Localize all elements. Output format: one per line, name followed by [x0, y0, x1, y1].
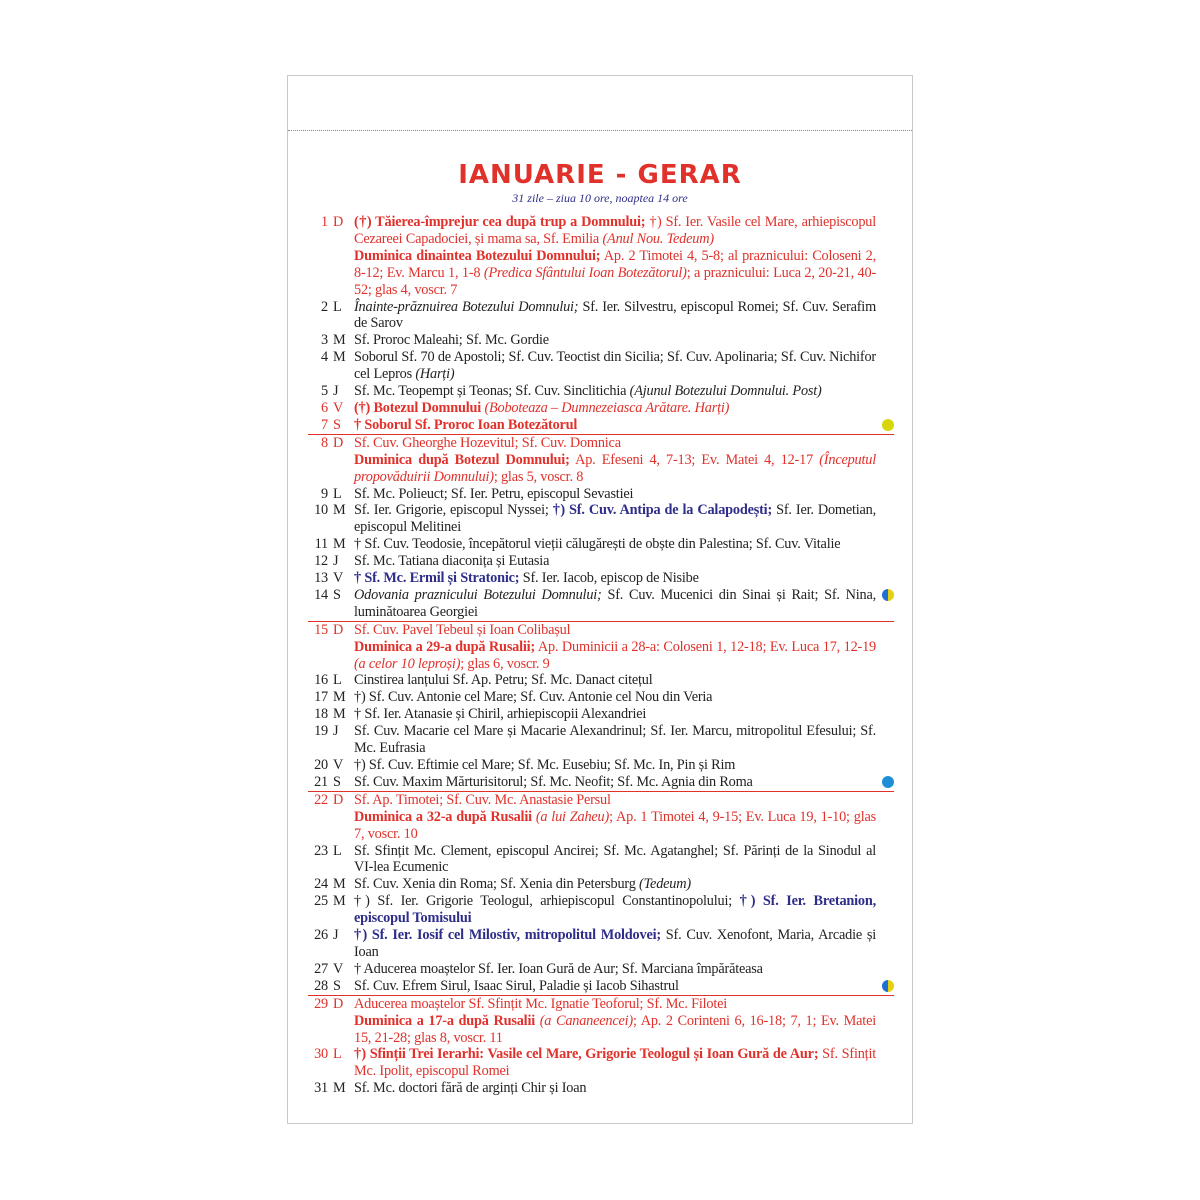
feast-highlight: †) Sf. Ier. Bretanion, episcopul Tomisului — [354, 893, 877, 927]
day-row — [308, 553, 894, 570]
day-entry — [354, 570, 876, 587]
text-segment: Sf. Mc. doctori fără de arginți Chir și Ioan — [354, 1080, 587, 1097]
day-row — [308, 672, 894, 689]
day-of-week: J — [333, 383, 339, 400]
day-of-week: S — [333, 773, 341, 790]
text-segment: (Începutul propovăduirii Domnului) — [354, 451, 877, 485]
text-segment: †) Sfinții Trei Ierarhi: Vasile cel Mare, Grigorie Teologul și Ioan Gură de Aur; — [354, 1046, 819, 1063]
text-segment: Sf. Proroc Maleahi; Sf. Mc. Gordie — [354, 332, 549, 349]
day-of-week: D — [333, 995, 344, 1012]
text-segment: Sf. Cuv. Mucenici din Sinai și Rait; Sf. Nina, luminătoarea Georgiei — [354, 586, 876, 620]
day-entry — [354, 843, 876, 877]
day-row — [308, 996, 894, 1047]
day-of-week: D — [333, 791, 344, 808]
text-segment: Sf. Cuv. Xenia din Roma; Sf. Xenia din Petersburg — [354, 876, 640, 893]
day-row — [308, 1046, 894, 1080]
text-segment: Soborul Sf. 70 de Apostoli; Sf. Cuv. Teoctist din Sicilia; Sf. Cuv. Apolinaria; Sf. Cuv. Nichifor cel Lepros — [354, 349, 876, 383]
day-number: 18 — [314, 706, 328, 723]
moon-phase-icon — [882, 589, 894, 601]
day-of-week: V — [333, 757, 344, 773]
day-entry — [354, 792, 876, 843]
text-segment: Sf. Cuv. Maxim Mărturisitorul; Sf. Mc. Neofit; Sf. Mc. Agnia din Roma — [354, 773, 753, 790]
day-entry — [354, 486, 876, 503]
day-entry — [354, 723, 876, 757]
day-entry — [354, 978, 876, 995]
day-entry — [354, 349, 876, 383]
day-entry — [354, 383, 876, 400]
saints-line — [354, 622, 876, 639]
day-of-week: M — [333, 876, 346, 893]
day-number: 12 — [314, 553, 328, 570]
day-number: 26 — [314, 927, 328, 944]
saints-line — [354, 299, 876, 333]
day-of-week: D — [333, 214, 344, 230]
day-number: 27 — [314, 960, 328, 977]
feast-highlight: † Sf. Mc. Ermil și Stratonic; — [354, 570, 520, 587]
day-row — [308, 435, 894, 486]
day-number: 30 — [314, 1046, 328, 1063]
text-segment: †) Sf. Cuv. Eftimie cel Mare; Sf. Mc. Eusebiu; Sf. Mc. In, Pin și Rim — [354, 757, 736, 773]
text-segment: Sf. Mc. Tatiana diaconița și Eutasia — [354, 553, 550, 570]
text-segment: ; Ap. 1 Timotei 4, 9-15; Ev. Luca 19, 1-10; glas 7, voscr. 10 — [354, 808, 877, 842]
sunday-readings-line — [354, 809, 876, 843]
calendar-page — [287, 75, 913, 1124]
text-segment: Ap. 2 Timotei 4, 5-8; al praznicului: Coloseni 2, 8-12; Ev. Marcu 1, 1-8 — [354, 247, 876, 281]
day-row — [308, 417, 894, 435]
day-number: 11 — [314, 536, 328, 553]
day-row — [308, 1080, 894, 1097]
day-of-week: M — [333, 536, 346, 553]
text-segment: (a Cananeencei) — [539, 1012, 633, 1029]
saints-line — [354, 214, 876, 248]
perforation-line — [288, 130, 912, 131]
day-of-week: S — [333, 416, 341, 433]
day-entry — [354, 1080, 876, 1097]
day-number: 9 — [321, 485, 328, 502]
text-segment: Sf. Cuv. Xenofont, Maria, Arcadie și Ioan — [354, 927, 876, 960]
day-row — [308, 400, 894, 417]
text-segment: Sf. Cuv. Gheorghe Hozevitul; Sf. Cuv. Domnica — [354, 434, 621, 451]
day-number: 17 — [314, 689, 328, 706]
feast-highlight: †) Sf. Ier. Iosif cel Milostiv, mitropolitul Moldovei; — [354, 927, 661, 944]
saints-line — [354, 893, 876, 927]
day-row — [308, 587, 894, 622]
text-segment: (Ajunul Botezului Domnului. Post) — [629, 383, 822, 400]
moon-phase-icon — [882, 980, 894, 992]
saints-line — [354, 536, 876, 553]
text-segment: Ap. Efeseni 4, 7-13; Ev. Matei 4, 12-17 — [569, 451, 820, 468]
day-entry — [354, 689, 876, 706]
text-segment: Sf. Cuv. Macarie cel Mare și Macarie Alexandrinul; Sf. Ier. Marcu, mitropolitul Efesului; Sf. Mc. Eufrasia — [354, 723, 876, 757]
day-number: 14 — [314, 586, 328, 603]
moon-phase-icon — [882, 419, 894, 431]
text-segment: Sf. Sfințit Mc. Ipolit, episcopul Romei — [354, 1046, 876, 1080]
day-number: 5 — [321, 383, 328, 400]
day-of-week: M — [333, 349, 346, 366]
saints-line — [354, 383, 876, 400]
month-title: IANUARIE - GERAR — [458, 160, 742, 190]
day-number: 24 — [314, 876, 328, 893]
saints-line — [354, 876, 876, 893]
day-entry — [354, 502, 876, 536]
text-segment: Sf. Mc. Polieuct; Sf. Ier. Petru, episcopul Sevastiei — [354, 485, 634, 502]
text-segment: Sf. Ier. Silvestru, episcopul Romei; Sf. Cuv. Serafim de Sarov — [354, 298, 876, 332]
saints-line — [354, 1080, 876, 1097]
day-number: 22 — [314, 791, 328, 808]
day-number: 20 — [314, 757, 328, 773]
day-row — [308, 383, 894, 400]
saints-line — [354, 553, 876, 570]
day-entry — [354, 435, 876, 486]
day-row — [308, 689, 894, 706]
day-number: 23 — [314, 842, 328, 859]
day-entry — [354, 553, 876, 570]
text-segment: (Anul Nou. Tedeum) — [602, 230, 714, 247]
month-subtitle: 31 zile – ziua 10 ore, noaptea 14 ore — [512, 191, 688, 205]
text-segment: Sf. Ier. Grigorie, episcopul Nyssei; — [354, 502, 553, 519]
saints-line — [354, 927, 876, 961]
day-of-week: M — [333, 1080, 346, 1097]
day-of-week: M — [333, 332, 346, 349]
text-segment: Sf. Ap. Timotei; Sf. Cuv. Mc. Anastasie Persul — [354, 791, 611, 808]
day-of-week: M — [333, 502, 346, 519]
text-segment: Sf. Ier. Dometian, episcopul Melitinei — [354, 502, 876, 536]
day-of-week: J — [333, 553, 339, 570]
day-entry — [354, 417, 876, 434]
text-segment: Duminica după Botezul Domnului; — [354, 451, 570, 468]
day-row — [308, 622, 894, 673]
day-entry — [354, 706, 876, 723]
day-number: 13 — [314, 570, 328, 587]
text-segment: (Harți) — [415, 366, 455, 383]
day-entry — [354, 214, 876, 299]
day-of-week: J — [333, 723, 339, 740]
day-row — [308, 843, 894, 877]
day-of-week: S — [333, 586, 341, 603]
day-row — [308, 349, 894, 383]
text-segment: † Sf. Ier. Atanasie și Chiril, arhiepiscopii Alexandriei — [354, 706, 647, 723]
day-row — [308, 299, 894, 333]
saints-line — [354, 723, 876, 757]
day-of-week: M — [333, 706, 346, 723]
sunday-readings-line — [354, 452, 876, 486]
day-number: 25 — [314, 893, 328, 910]
day-entry — [354, 622, 876, 673]
day-row — [308, 723, 894, 757]
text-segment: †) Sf. Cuv. Antonie cel Mare; Sf. Cuv. Antonie cel Nou din Veria — [354, 689, 713, 706]
text-segment: (a celor 10 leproși) — [354, 655, 461, 672]
day-row — [308, 792, 894, 843]
saints-line — [354, 961, 876, 978]
sunday-readings-line — [354, 248, 876, 299]
text-segment: † Soborul Sf. Proroc Ioan Botezătorul — [354, 416, 578, 433]
saints-line — [354, 792, 876, 809]
saints-line — [354, 757, 876, 774]
day-entry — [354, 961, 876, 978]
day-number: 16 — [314, 672, 328, 689]
day-number: 7 — [321, 416, 328, 433]
day-row — [308, 978, 894, 996]
sunday-readings-line — [354, 639, 876, 673]
saints-line — [354, 435, 876, 452]
text-segment: Odovania praznicului Botezului Domnului; — [354, 586, 602, 603]
day-row — [308, 502, 894, 536]
text-segment: Aducerea moaștelor Sf. Sfințit Mc. Ignatie Teoforul; Sf. Mc. Filotei — [354, 995, 728, 1012]
day-of-week: S — [333, 977, 341, 994]
day-entry — [354, 672, 876, 689]
day-entry — [354, 299, 876, 333]
saints-line — [354, 349, 876, 383]
saints-line — [354, 978, 876, 995]
day-number: 3 — [321, 332, 328, 349]
day-of-week: D — [333, 434, 344, 451]
text-segment: (Boboteaza – Dumnezeiasca Arătare. Harți) — [484, 399, 730, 416]
text-segment: †) Sf. Ier. Vasile cel Mare, arhiepiscopul Cezareei Capadociei, și mama sa, Sf. Emilia — [354, 214, 877, 247]
day-row — [308, 706, 894, 723]
days-list — [308, 214, 894, 1097]
day-number: 6 — [321, 399, 328, 416]
saints-line — [354, 570, 876, 587]
saints-line — [354, 996, 876, 1013]
saints-line — [354, 417, 876, 434]
day-of-week: J — [333, 927, 339, 944]
day-number: 2 — [321, 298, 328, 315]
day-entry — [354, 893, 876, 927]
day-of-week: L — [333, 298, 342, 315]
day-of-week: L — [333, 1046, 342, 1063]
text-segment: (a lui Zaheu) — [535, 808, 610, 825]
day-entry — [354, 1046, 876, 1080]
day-row — [308, 961, 894, 978]
text-segment: ; glas 6, voscr. 9 — [460, 655, 550, 672]
feast-highlight: †) Sf. Cuv. Antipa de la Calapodești; — [552, 502, 773, 519]
text-segment: Cinstirea lanțului Sf. Ap. Petru; Sf. Mc. Danact citețul — [354, 672, 653, 689]
day-entry — [354, 332, 876, 349]
text-segment: Duminica dinaintea Botezului Domnului; — [354, 247, 601, 264]
saints-line — [354, 400, 876, 417]
day-of-week: V — [333, 960, 344, 977]
day-number: 21 — [314, 773, 328, 790]
day-entry — [354, 774, 876, 791]
text-segment: ; glas 5, voscr. 8 — [493, 468, 584, 485]
text-segment: †) Sf. Ier. Grigorie Teologul, arhiepiscopul Constantinopolului; — [354, 893, 740, 910]
moon-phase-icon — [882, 776, 894, 788]
text-segment: Duminica a 32-a după Rusalii — [354, 808, 532, 825]
text-segment: ; Ap. 2 Corinteni 6, 16-18; 7, 1; Ev. Matei 15, 21-28; glas 8, voscr. 11 — [354, 1012, 876, 1046]
text-segment: Duminica a 17-a după Rusalii — [354, 1012, 535, 1029]
text-segment: Sf. Sfințit Mc. Clement, episcopul Ancirei; Sf. Mc. Agatanghel; Sf. Părinți de la Sinodul al VI-lea Ecumenic — [354, 842, 876, 876]
text-segment: † Aducerea moaștelor Sf. Ier. Ioan Gură de Aur; Sf. Marciana împărăteasa — [354, 960, 763, 977]
day-row — [308, 876, 894, 893]
day-entry — [354, 587, 876, 621]
saints-line — [354, 689, 876, 706]
day-entry — [354, 536, 876, 553]
saints-line — [354, 774, 876, 791]
text-segment: Sf. Ier. Iacob, episcop de Nisibe — [519, 570, 699, 587]
day-row — [308, 486, 894, 503]
saints-line — [354, 672, 876, 689]
day-row — [308, 570, 894, 587]
day-entry — [354, 876, 876, 893]
saints-line — [354, 706, 876, 723]
text-segment: Sf. Cuv. Efrem Sirul, Isaac Sirul, Paladie și Iacob Sihastrul — [354, 977, 679, 994]
saints-line — [354, 486, 876, 503]
saints-line — [354, 332, 876, 349]
text-segment: Sf. Cuv. Pavel Tebeul și Ioan Colibașul — [354, 621, 571, 638]
saints-line — [354, 587, 876, 621]
day-number: 29 — [314, 995, 328, 1012]
day-row — [308, 774, 894, 792]
day-of-week: L — [333, 842, 342, 859]
day-number: 19 — [314, 723, 328, 740]
day-number: 1 — [321, 214, 328, 230]
day-entry — [354, 400, 876, 417]
day-row — [308, 214, 894, 299]
day-number: 15 — [314, 621, 328, 638]
text-segment: (†) Botezul Domnului — [354, 399, 482, 416]
day-number: 10 — [314, 502, 328, 519]
day-of-week: D — [333, 621, 344, 638]
saints-line — [354, 843, 876, 877]
day-row — [308, 536, 894, 553]
day-number: 28 — [314, 977, 328, 994]
day-entry — [354, 927, 876, 961]
day-row — [308, 332, 894, 349]
day-row — [308, 927, 894, 961]
day-number: 8 — [321, 434, 328, 451]
day-of-week: L — [333, 672, 342, 689]
text-segment: Duminica a 29-a după Rusalii; — [354, 638, 536, 655]
text-segment: (†) Tăierea-împrejur cea după trup a Domnului; — [354, 214, 646, 230]
day-of-week: M — [333, 689, 346, 706]
text-segment: (Predica Sfântului Ioan Botezătorul) — [483, 264, 687, 281]
saints-line — [354, 502, 876, 536]
day-entry — [354, 757, 876, 774]
day-number: 4 — [321, 349, 328, 366]
day-row — [308, 893, 894, 927]
text-segment: Înainte-prăznuirea Botezului Domnului; — [354, 298, 579, 315]
day-of-week: M — [333, 893, 346, 910]
saints-line — [354, 1046, 876, 1080]
day-number: 31 — [314, 1080, 328, 1097]
text-segment: ; a praznicului: Luca 2, 20-21, 40-52; glas 4, voscr. 7 — [354, 264, 876, 298]
day-row — [308, 757, 894, 774]
day-entry — [354, 996, 876, 1047]
text-segment: † Sf. Cuv. Teodosie, începătorul vieții călugărești de obște din Palestina; Sf. Cuv. Vitalie — [354, 536, 841, 553]
text-segment: (Tedeum) — [639, 876, 691, 893]
sunday-readings-line — [354, 1013, 876, 1047]
day-of-week: L — [333, 485, 342, 502]
text-segment: Ap. Duminicii a 28-a: Coloseni 1, 12-18; Ev. Luca 17, 12-19 — [535, 638, 876, 655]
text-segment: Sf. Mc. Teopempt și Teonas; Sf. Cuv. Sinclitichia — [354, 383, 630, 400]
day-of-week: V — [333, 399, 344, 416]
day-of-week: V — [333, 570, 344, 587]
